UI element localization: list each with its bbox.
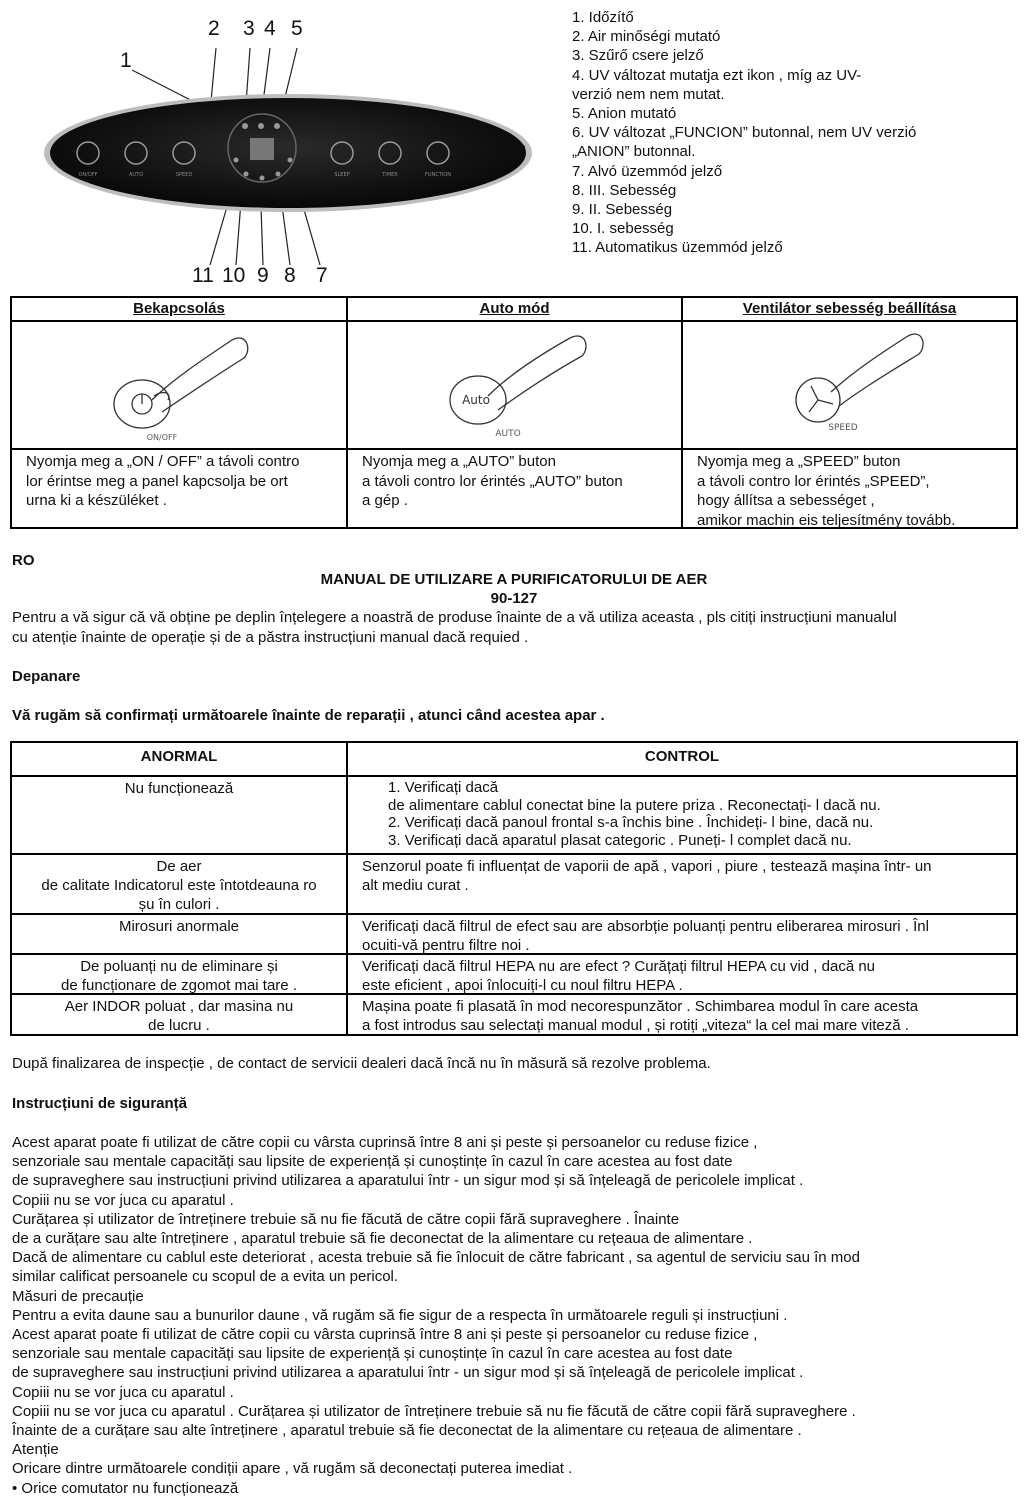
safety-line: Dacă de alimentare cu cablul este deteriorat , acesta trebuie să fie înlocuit de către fabricant , sa agentul de serviciu sau în mod: [12, 1249, 860, 1267]
step-fan-speed: [683, 298, 1016, 527]
operation-steps-table: [10, 296, 1018, 529]
troubleshooting-intro: Vă rugăm să confirmați următoarele înainte de reparații , atunci când acestea apar .: [12, 707, 605, 724]
table-row: [12, 955, 1016, 995]
problem-cell: Aer INDOR poluat , dar masina nu de lucru .: [12, 995, 348, 1034]
svg-text:TIMER: TIMER: [382, 172, 398, 178]
problem-cell: Mirosuri anormale: [12, 915, 348, 953]
safety-line: • Orice comutator nu funcționează: [12, 1479, 239, 1497]
safety-line: Înainte de a curățare sau alte întreținere , aparatul trebuie să fie deconectat de la alimentare cu rețeaua de alimentare .: [12, 1422, 802, 1440]
svg-text:SPEED: SPEED: [175, 172, 193, 178]
check-cell: Verificați dacă filtrul de efect sau are absorbție poluanți pentru eliberarea mirosuri . Înl ocuiti-vă pentru filtre noi .: [362, 918, 929, 954]
legend-item: verzió nem nem mutat.: [572, 85, 725, 103]
table-row: [12, 915, 1016, 955]
step-description: Nyomja meg a „ON / OFF” a távoli contro lor érintse meg a panel kapcsolja be ort urna ki a készüléket .: [26, 453, 300, 509]
press-power-illustration: [12, 320, 346, 450]
safety-line: de a curățare sau alte întreținere , aparatul trebuie să fie deconectat de la alimentare cu rețeaua de alimentare .: [12, 1230, 753, 1248]
legend-item: 10. I. sebesség: [572, 220, 674, 238]
safety-line: Copiii nu se vor juca cu aparatul .: [12, 1191, 234, 1209]
language-code: RO: [12, 552, 35, 569]
table-row: [12, 995, 1016, 1034]
legend-item: 7. Alvó üzemmód jelző: [572, 162, 723, 180]
callout-11: 11: [192, 264, 214, 287]
callout-9: 9: [257, 264, 269, 287]
step-heading: Bekapcsolás: [12, 298, 346, 322]
safety-line: Curățarea și utilizator de întreținere trebuie să nu fie făcută de către copii fără supraveghere . Înainte: [12, 1210, 680, 1228]
legend-item: 6. UV változat „FUNCION” butonnal, nem UV verzió: [572, 124, 917, 142]
service-note: După finalizarea de inspecție , de contact de servicii dealeri dacă încă nu în măsură să rezolve problema.: [12, 1055, 711, 1072]
step-description: Nyomja meg a „AUTO” buton a távoli contro lor érintés „AUTO” buton a gép .: [362, 453, 623, 509]
check-cell: Senzorul poate fi influențat de vaporii de apă , vapori , piure , testează mașina într- un alt mediu curat .: [362, 858, 932, 894]
safety-text: [12, 1133, 860, 1498]
legend-item: 9. II. Sebesség: [572, 201, 673, 219]
safety-line: similar calificat persoanele cu scopul de a evita un pericol.: [12, 1268, 399, 1286]
column-header-control: CONTROL: [644, 748, 720, 765]
svg-text:ON/OFF: ON/OFF: [78, 172, 98, 178]
safety-line: Acest aparat poate fi utilizat de către copii cu vârsta cuprinsă între 8 ani și peste și persoanelor cu reduse fizice ,: [12, 1134, 758, 1151]
step-power: [12, 298, 348, 527]
press-label: SPEED: [828, 423, 858, 433]
step-description: Nyomja meg a „SPEED” buton a távoli contro lor érintés „SPEED”, hogy állítsa a sebességet , amikor machin eis teljesítmény tovább.: [697, 453, 956, 529]
callout-4: 4: [264, 17, 276, 40]
safety-heading: Instrucțiuni de siguranță: [12, 1095, 188, 1112]
control-panel-figure: [40, 8, 540, 290]
svg-text:AUTO: AUTO: [128, 172, 144, 178]
indicator-legend: [572, 8, 1022, 258]
legend-item: 2. Air minőségi mutató: [572, 28, 721, 46]
safety-line: senzoriale sau mentale capacități sau lipsite de experiență și cunoștințe în cazul în care acestea au fost date: [12, 1153, 733, 1171]
press-auto-illustration: [348, 320, 681, 450]
manual-title: MANUAL DE UTILIZARE A PURIFICATORULUI DE AER: [320, 571, 708, 588]
press-speed-illustration: [683, 320, 1016, 450]
step-auto: [348, 298, 683, 527]
troubleshooting-heading: Depanare: [12, 668, 81, 685]
callout-8: 8: [284, 264, 296, 287]
safety-line: de supraveghere sau instrucțiuni privind utilizarea a aparatului într - un sigur mod și să înțeleagă de pericolele implicat .: [12, 1364, 804, 1382]
legend-item: 1. Időzítő: [572, 9, 634, 26]
column-header-abnormal: ANORMAL: [12, 743, 348, 775]
table-row: [12, 855, 1016, 915]
safety-line: Atenție: [12, 1441, 59, 1459]
callout-2: 2: [208, 17, 220, 40]
safety-line: senzoriale sau mentale capacități sau lipsite de experiență și cunoștințe în cazul în care acestea au fost date: [12, 1345, 733, 1363]
legend-item: 8. III. Sebesség: [572, 181, 677, 199]
problem-cell: De poluanți nu de eliminare și de funcționare de zgomot mai tare .: [12, 955, 348, 993]
safety-line: de supraveghere sau instrucțiuni privind utilizarea a aparatului într - un sigur mod și să înțeleagă de pericolele implicat .: [12, 1172, 804, 1190]
press-label: ON/OFF: [146, 433, 178, 442]
callout-7: 7: [316, 264, 328, 287]
safety-line: Copiii nu se vor juca cu aparatul . Curățarea și utilizator de întreținere trebuie să nu fie făcută de către copii fără supraveghere .: [12, 1402, 856, 1420]
problem-cell: De aer de calitate Indicatorul este întotdeauna ro șu în culori .: [12, 855, 348, 913]
svg-text:SLEEP: SLEEP: [334, 172, 350, 178]
legend-item: 4. UV változat mutatja ezt ikon , míg az UV-: [572, 66, 862, 84]
troubleshooting-table: [10, 741, 1018, 1036]
safety-line: Oricare dintre următoarele condiții apare , vă rugăm să deconectați puterea imediat .: [12, 1460, 573, 1478]
control-panel-drawing: [40, 8, 540, 290]
svg-text:Auto: Auto: [462, 393, 490, 407]
callout-3: 3: [243, 17, 255, 40]
safety-line: Pentru a evita daune sau a bunurilor daune , vă rugăm să fie sigur de a respecta în următoarele reguli și instrucțiuni .: [12, 1306, 788, 1324]
legend-item: „ANION” butonnal.: [572, 143, 696, 161]
legend-item: 3. Szűrő csere jelző: [572, 47, 704, 65]
callout-1: 1: [120, 49, 132, 72]
callout-6: 6: [515, 141, 527, 164]
callout-10: 10: [222, 264, 246, 287]
safety-line: Măsuri de precauție: [12, 1287, 144, 1305]
safety-line: Copiii nu se vor juca cu aparatul .: [12, 1383, 234, 1401]
safety-line: Acest aparat poate fi utilizat de către copii cu vârsta cuprinsă între 8 ani și peste și persoanelor cu reduse fizice ,: [12, 1326, 758, 1344]
check-cell: Mașina poate fi plasată în mod necorespunzător . Schimbarea modul în care acesta a fost introdus sau selectați manual modul , și rotiți „viteza“ la cel mai mare viteză .: [362, 998, 919, 1034]
table-row: [12, 777, 1016, 855]
check-cell: Verificați dacă filtrul HEPA nu are efect ? Curățați filtrul HEPA cu vid , dacă nu este eficient , apoi înlocuiți-l cu noul filtru HEPA .: [362, 958, 876, 994]
problem-cell: Nu funcționează: [12, 777, 348, 853]
step-heading: Auto mód: [348, 298, 681, 322]
intro-line: Pentru a vă sigur că vă obține pe deplin înțelegere a noastră de produse înainte de a vă utiliza aceasta , pls citiți instrucțiuni manualul: [12, 609, 897, 626]
legend-item: 11. Automatikus üzemmód jelző: [572, 239, 783, 257]
press-label: AUTO: [495, 429, 521, 439]
intro-line: cu atenție înainte de operație și de a păstra instrucțiuni manual dacă requied .: [12, 629, 529, 646]
model-number: 90-127: [490, 590, 538, 607]
legend-item: 5. Anion mutató: [572, 105, 677, 123]
svg-text:FUNCTION: FUNCTION: [425, 172, 451, 178]
step-heading: Ventilátor sebesség beállítása: [683, 298, 1016, 322]
table-header-row: [12, 743, 1016, 777]
check-cell: 1. Verificați dacă de alimentare cablul conectat bine la putere priza . Reconectați- l dacă nu. 2. Verificați dacă panoul frontal s-a închis bine . Închideți- l bine, dacă nu. 3. Verificați dacă aparatul plasat categoric . Puneți- l complet dacă nu.: [388, 779, 881, 849]
callout-5: 5: [291, 17, 303, 40]
